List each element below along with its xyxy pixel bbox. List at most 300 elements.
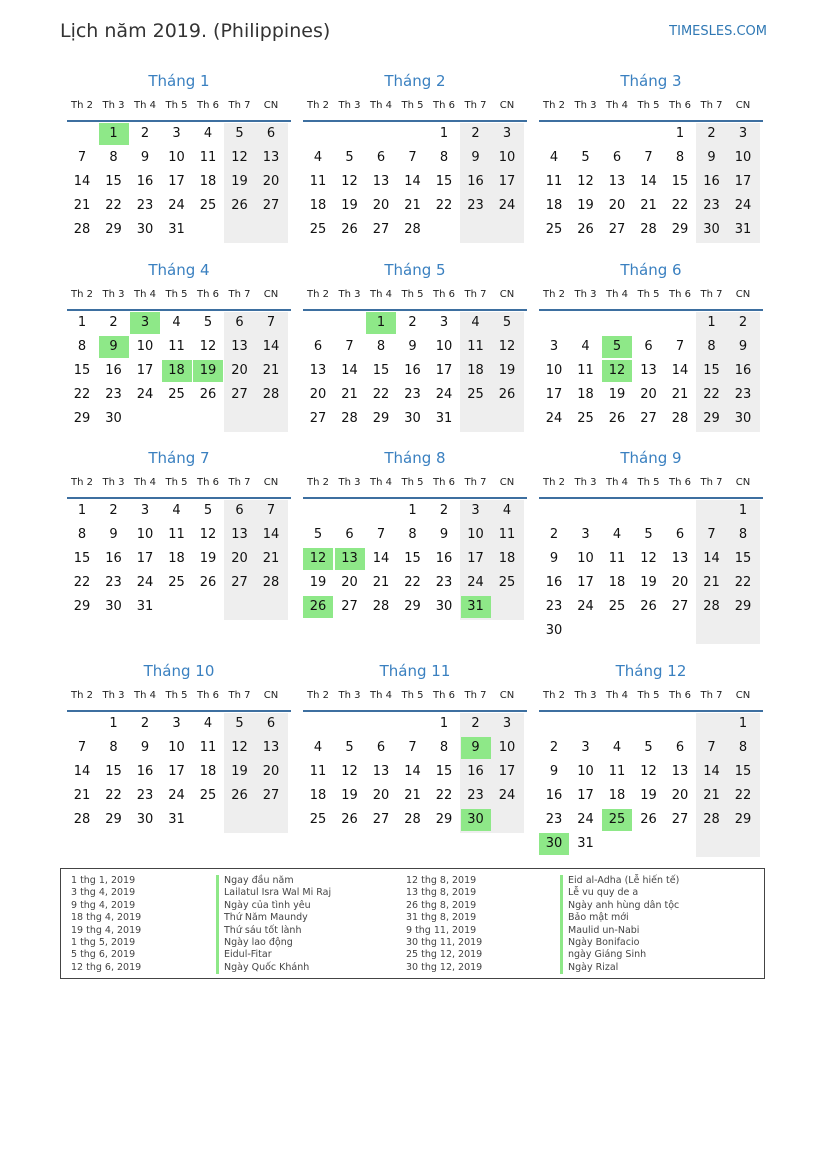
weekday-label: Th 4 [134,100,156,111]
weekday-label: Th 4 [134,690,156,701]
weekday-label: Th 3 [338,690,361,701]
day-cell: 30 [404,411,421,426]
day-cell: 15 [372,363,390,378]
day-cell: 5 [644,527,653,542]
weekday-label: Th 6 [433,289,455,300]
day-cell: 15 [435,174,453,189]
day-cell: 11 [608,764,626,779]
day-cell: 7 [408,150,417,165]
weekday-header [67,477,291,499]
legend-date: 1 thg 5, 2019 [71,936,136,948]
day-cell: 6 [235,503,244,518]
day-cell: 12 [341,764,358,779]
day-cell: 24 [136,575,154,590]
day-cell: 24 [577,599,594,614]
day-cell: 13 [671,551,689,566]
day-cell: 20 [671,575,689,590]
day-cell: 6 [376,150,386,165]
day-cell: 14 [73,174,91,189]
weekday-label: Th 5 [637,289,660,300]
day-cell: 8 [675,150,685,165]
day-cell: 1 [675,126,685,141]
legend-date: 13 thg 8, 2019 [406,887,477,899]
day-cell: 18 [498,551,516,566]
day-cell: 31 [734,222,752,237]
day-cell: 12 [231,150,248,165]
weekday-label: Th 7 [464,477,487,488]
day-cell: 4 [203,716,213,731]
day-cell: 7 [376,527,386,542]
day-cell: 25 [608,599,626,614]
weekday-label: Th 7 [700,690,723,701]
day-cell: 22 [404,575,421,590]
day-cell: 6 [313,339,323,354]
weekday-label: Th 3 [102,289,125,300]
day-cell: 13 [608,174,626,189]
day-cell: 26 [199,387,217,402]
day-cell: 8 [77,339,87,354]
legend-date: 18 thg 4, 2019 [71,912,142,924]
day-cell: 21 [73,788,91,803]
weekday-label: Th 6 [197,100,219,111]
day-cell: 14 [73,764,91,779]
day-cell: 7 [266,503,276,518]
day-cell: 27 [671,599,689,614]
day-cell: 26 [640,599,657,614]
weekday-label: Th 2 [543,690,565,701]
weekday-label: CN [735,690,751,701]
day-cell: 25 [199,198,217,213]
day-cell: 3 [502,716,512,731]
legend-dates-column [71,875,141,974]
day-cell: 11 [498,527,516,542]
month-title: Tháng 5 [384,261,446,279]
holiday-day-cell: 1 [366,312,396,334]
day-cell: 27 [640,411,657,426]
day-cell: 13 [372,174,390,189]
day-cell: 10 [467,527,484,542]
holiday-day-cell: 25 [602,809,632,831]
weekday-label: CN [263,477,279,488]
holiday-day-cell: 30 [461,809,491,831]
day-cell: 26 [640,812,657,827]
day-cell: 21 [640,198,657,213]
day-cell: 5 [644,740,653,755]
day-cell: 19 [309,575,327,590]
day-cell: 21 [404,198,421,213]
day-cell: 7 [266,315,276,330]
day-cell: 3 [172,716,181,731]
legend-names-column [560,875,679,974]
day-cell: 2 [738,315,748,330]
day-cell: 16 [105,363,122,378]
day-cell: 2 [140,126,150,141]
day-cell: 14 [703,764,720,779]
legend-holiday-name: Eidul-Fitar [216,949,331,961]
day-cell: 4 [313,150,323,165]
weekday-label: CN [735,100,751,111]
weekday-label: Th 6 [669,100,691,111]
day-cell: 13 [231,339,248,354]
day-cell: 26 [341,812,358,827]
day-cell: 19 [199,551,217,566]
day-cell: 29 [372,411,390,426]
day-cell: 12 [199,527,217,542]
weekday-label: Th 4 [606,289,628,300]
day-cell: 6 [644,339,653,354]
day-cell: 3 [549,339,559,354]
day-cell: 11 [168,527,185,542]
legend-holiday-name: Ngày Bonifacio [560,937,679,949]
day-cell: 4 [612,527,622,542]
day-cell: 28 [341,411,358,426]
weekday-label: Th 5 [637,690,660,701]
day-cell: 9 [738,339,748,354]
weekday-label: Th 4 [370,477,392,488]
day-cell: 10 [136,339,154,354]
day-cell: 12 [640,551,657,566]
day-cell: 26 [608,411,626,426]
day-cell: 29 [105,812,122,827]
day-cell: 22 [105,198,122,213]
day-cell: 14 [404,174,421,189]
day-cell: 22 [105,788,122,803]
day-cell: 1 [439,716,449,731]
day-cell: 29 [671,222,689,237]
day-cell: 27 [262,198,280,213]
day-cell: 3 [502,126,512,141]
day-cell: 5 [203,315,213,330]
day-cell: 23 [467,198,484,213]
day-cell: 8 [408,527,417,542]
day-cell: 19 [608,387,626,402]
weekday-label: Th 7 [228,289,251,300]
day-cell: 2 [109,315,118,330]
day-cell: 29 [734,599,752,614]
day-cell: 11 [608,551,626,566]
day-cell: 22 [435,788,453,803]
day-cell: 22 [671,198,689,213]
day-cell: 12 [498,339,516,354]
weekday-label: Th 3 [338,289,361,300]
day-cell: 25 [309,812,327,827]
day-cell: 29 [105,222,122,237]
legend-date: 30 thg 12, 2019 [406,961,483,973]
day-cell: 16 [136,174,154,189]
day-cell: 24 [435,387,453,402]
day-cell: 23 [545,812,563,827]
weekday-header [67,100,291,122]
day-cell: 15 [703,363,720,378]
day-cell: 9 [549,551,559,566]
day-cell: 8 [109,150,118,165]
day-cell: 22 [734,788,752,803]
day-cell: 11 [467,339,484,354]
day-cell: 8 [738,527,748,542]
holiday-day-cell: 26 [303,596,333,618]
weekday-label: CN [499,477,515,488]
day-cell: 8 [77,527,87,542]
day-cell: 25 [168,387,185,402]
holiday-day-cell: 9 [99,336,129,358]
month-title: Tháng 11 [379,662,451,680]
day-cell: 25 [199,788,217,803]
day-cell: 9 [471,150,480,165]
day-cell: 30 [734,411,752,426]
day-cell: 31 [435,411,453,426]
weekday-label: CN [735,289,751,300]
day-cell: 19 [341,198,358,213]
day-cell: 16 [467,174,484,189]
day-cell: 14 [372,551,390,566]
day-cell: 4 [502,503,512,518]
weekday-header [67,289,291,311]
day-cell: 28 [73,222,91,237]
day-cell: 23 [404,387,421,402]
legend-date: 5 thg 6, 2019 [71,949,136,961]
day-cell: 5 [235,716,244,731]
day-cell: 31 [577,836,594,851]
weekday-label: Th 7 [700,289,723,300]
day-cell: 1 [408,503,417,518]
day-cell: 10 [168,740,185,755]
day-cell: 24 [467,575,484,590]
day-cell: 5 [581,150,590,165]
day-cell: 1 [77,315,87,330]
day-cell: 21 [671,387,689,402]
day-cell: 31 [136,599,154,614]
day-cell: 17 [734,174,752,189]
day-cell: 14 [640,174,657,189]
day-cell: 24 [498,198,516,213]
weekday-label: Th 3 [574,477,597,488]
day-cell: 17 [136,551,154,566]
weekday-label: Th 6 [433,690,455,701]
month-title: Tháng 6 [620,261,682,279]
legend-holiday-name: Eid al-Adha (Lễ hiến tế) [560,875,679,887]
day-cell: 25 [577,411,594,426]
day-cell: 23 [703,198,720,213]
month-title: Tháng 9 [620,449,682,467]
day-cell: 28 [703,812,720,827]
day-cell: 26 [231,198,248,213]
holiday-day-cell: 9 [461,737,491,759]
site-link[interactable]: TIMESLES.COM [669,24,767,39]
day-cell: 27 [372,812,390,827]
day-cell: 18 [309,788,327,803]
day-cell: 1 [707,315,716,330]
day-cell: 25 [309,222,327,237]
weekday-label: Th 5 [165,690,188,701]
weekday-label: Th 6 [197,289,219,300]
day-cell: 30 [703,222,720,237]
day-cell: 10 [577,551,594,566]
legend-date: 19 thg 4, 2019 [71,924,142,936]
day-cell: 21 [262,551,280,566]
day-cell: 20 [372,198,390,213]
month-title: Tháng 3 [620,72,682,90]
day-cell: 21 [341,387,358,402]
day-cell: 29 [703,411,720,426]
weekday-label: Th 7 [464,690,487,701]
weekday-label: Th 7 [464,100,487,111]
day-cell: 16 [136,764,154,779]
day-cell: 21 [703,788,720,803]
day-cell: 7 [707,740,716,755]
weekday-header [303,289,527,311]
day-cell: 17 [498,764,516,779]
day-cell: 23 [136,198,154,213]
day-cell: 21 [404,788,421,803]
weekday-label: Th 4 [370,289,392,300]
legend-holiday-name: Thứ Năm Maundy [216,912,331,924]
day-cell: 15 [734,551,752,566]
day-cell: 14 [262,527,280,542]
day-cell: 16 [404,363,421,378]
day-cell: 13 [671,764,689,779]
day-cell: 19 [498,363,516,378]
day-cell: 16 [545,575,563,590]
day-cell: 25 [498,575,516,590]
day-cell: 15 [671,174,689,189]
day-cell: 11 [309,174,327,189]
day-cell: 12 [341,174,358,189]
legend-date: 1 thg 1, 2019 [71,875,136,886]
day-cell: 27 [262,788,280,803]
legend-date: 9 thg 11, 2019 [406,924,477,936]
day-cell: 9 [140,740,150,755]
day-cell: 6 [345,527,354,542]
holiday-day-cell: 31 [461,596,491,618]
day-cell: 29 [435,812,453,827]
day-cell: 8 [439,740,449,755]
day-cell: 19 [231,174,248,189]
day-cell: 31 [168,812,185,827]
day-cell: 5 [313,527,323,542]
day-cell: 7 [707,527,716,542]
day-cell: 21 [372,575,390,590]
day-cell: 9 [707,150,716,165]
day-cell: 23 [734,387,752,402]
day-cell: 20 [372,788,390,803]
day-cell: 18 [577,387,594,402]
weekday-header [539,477,763,499]
holiday-day-cell: 1 [99,123,129,145]
day-cell: 20 [608,198,626,213]
day-cell: 16 [734,363,752,378]
day-cell: 15 [73,363,91,378]
legend-holiday-name: Ngày Quốc Khánh [216,962,331,974]
day-cell: 3 [172,126,181,141]
day-cell: 31 [168,222,185,237]
legend-date: 3 thg 4, 2019 [71,887,136,899]
day-cell: 29 [734,812,752,827]
weekday-header [303,477,527,499]
day-cell: 22 [703,387,720,402]
weekday-label: Th 4 [370,100,392,111]
day-cell: 13 [262,150,280,165]
weekday-label: Th 4 [606,100,628,111]
day-cell: 4 [313,740,323,755]
day-cell: 24 [168,198,185,213]
weekday-header [67,690,291,712]
weekday-label: Th 2 [543,100,565,111]
day-cell: 5 [345,150,354,165]
day-cell: 18 [545,198,563,213]
day-cell: 15 [73,551,91,566]
day-cell: 24 [734,198,752,213]
day-cell: 12 [199,339,217,354]
day-cell: 10 [498,740,516,755]
day-cell: 14 [262,339,280,354]
day-cell: 12 [577,174,594,189]
day-cell: 13 [231,527,248,542]
legend-holiday-name: Ngay đầu năm [216,875,331,887]
day-cell: 19 [341,788,358,803]
day-cell: 9 [549,764,559,779]
day-cell: 27 [231,387,248,402]
legend-date: 12 thg 8, 2019 [406,875,477,886]
day-cell: 20 [262,764,280,779]
day-cell: 3 [581,740,590,755]
legend-dates-column [406,875,482,974]
day-cell: 7 [77,740,87,755]
weekday-label: Th 2 [307,690,329,701]
day-cell: 11 [545,174,563,189]
holiday-day-cell: 12 [303,548,333,570]
weekday-label: Th 3 [574,100,597,111]
day-cell: 2 [439,503,449,518]
day-cell: 16 [703,174,720,189]
weekday-label: Th 2 [307,100,329,111]
weekday-label: Th 7 [228,100,251,111]
legend-date: 26 thg 8, 2019 [406,899,477,911]
legend-date: 30 thg 11, 2019 [406,936,483,948]
day-cell: 3 [738,126,748,141]
day-cell: 22 [734,575,752,590]
legend-holiday-name: Ngày lao động [216,937,331,949]
day-cell: 10 [577,764,594,779]
legend-date: 25 thg 12, 2019 [406,949,483,961]
day-cell: 20 [341,575,358,590]
day-cell: 7 [345,339,354,354]
day-cell: 24 [498,788,516,803]
weekday-label: CN [263,289,279,300]
day-cell: 2 [471,716,480,731]
day-cell: 11 [199,150,217,165]
day-cell: 28 [640,222,657,237]
day-cell: 8 [376,339,386,354]
day-cell: 21 [703,575,720,590]
legend-holiday-name: Ngày anh hùng dân tộc [560,900,679,912]
day-cell: 6 [266,126,276,141]
day-cell: 22 [73,575,91,590]
day-cell: 4 [612,740,622,755]
day-cell: 22 [435,198,453,213]
weekday-label: Th 2 [543,477,565,488]
holiday-day-cell: 3 [130,312,160,334]
day-cell: 28 [703,599,720,614]
weekday-label: CN [263,100,279,111]
day-cell: 30 [435,599,453,614]
day-cell: 26 [231,788,248,803]
weekday-label: Th 2 [71,289,93,300]
day-cell: 11 [577,363,594,378]
day-cell: 1 [738,716,748,731]
weekday-label: Th 2 [543,289,565,300]
holiday-day-cell: 5 [602,336,632,358]
day-cell: 26 [498,387,516,402]
